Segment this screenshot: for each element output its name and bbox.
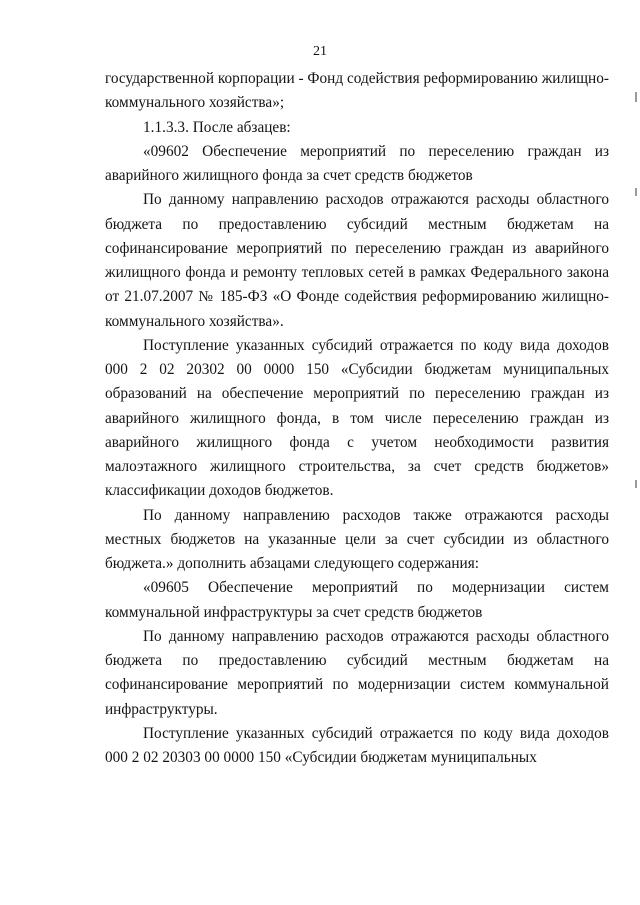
paragraph-code-09605: «09605 Обеспечение мероприятий по модернизации систем коммунальной инфраструктуры за счет средств бюджетов bbox=[105, 579, 609, 621]
paragraph-clause-heading: 1.1.3.3. После абзацев: bbox=[143, 118, 291, 136]
scan-edge-mark bbox=[635, 188, 637, 196]
scan-edge-mark bbox=[635, 480, 637, 488]
document-body bbox=[105, 67, 609, 770]
paragraph-expenses-09602: По данному направлению расходов отражаются расходы областного бюджета по предоставлению субсидий местным бюджетам на софинансирование мероприятий по переселению граждан из аварийного жилищного фонда и ремонту тепловых сетей в рамках Федерального закона от 21.07.2007 № 185-ФЗ «О Фонде содействия реформированию жилищно-коммунального хозяйства». bbox=[105, 191, 609, 330]
paragraph-code-09602: «09602 Обеспечение мероприятий по переселению граждан из аварийного жилищного фонда за счет средств бюджетов bbox=[105, 142, 609, 184]
paragraph-expenses-09605: По данному направлению расходов отражаются расходы областного бюджета по предоставлению субсидий местным бюджетам на софинансирование мероприятий по модернизации систем коммунальной инфраструктуры. bbox=[105, 627, 609, 718]
paragraph-revenue-09605: Поступление указанных субсидий отражается по коду вида доходов 000 2 02 20303 00 0000 150 «Субсидии бюджетам муниципальных bbox=[105, 724, 609, 766]
paragraph-local-budgets: По данному направлению расходов также отражаются расходы местных бюджетов на указанные цели за счет субсидии из областного бюджета.» дополнить абзацами следующего содержания: bbox=[105, 506, 609, 572]
paragraph-revenue-09602: Поступление указанных субсидий отражается по коду вида доходов 000 2 02 20302 00 0000 150 «Субсидии бюджетам муниципальных образований на обеспечение мероприятий по переселению граждан из аварийного жилищного фонда, в том числе переселению граждан из аварийного жилищного фонда с учетом необходимости развития малоэтажного жилищного строительства, за счет средств бюджетов» классификации доходов бюджетов. bbox=[105, 336, 609, 500]
page-number: 21 bbox=[313, 44, 327, 59]
paragraph-continuation: государственной корпорации - Фонд содействия реформированию жилищно-коммунального хозяйства»; bbox=[105, 70, 609, 112]
scan-edge-mark bbox=[635, 92, 637, 102]
